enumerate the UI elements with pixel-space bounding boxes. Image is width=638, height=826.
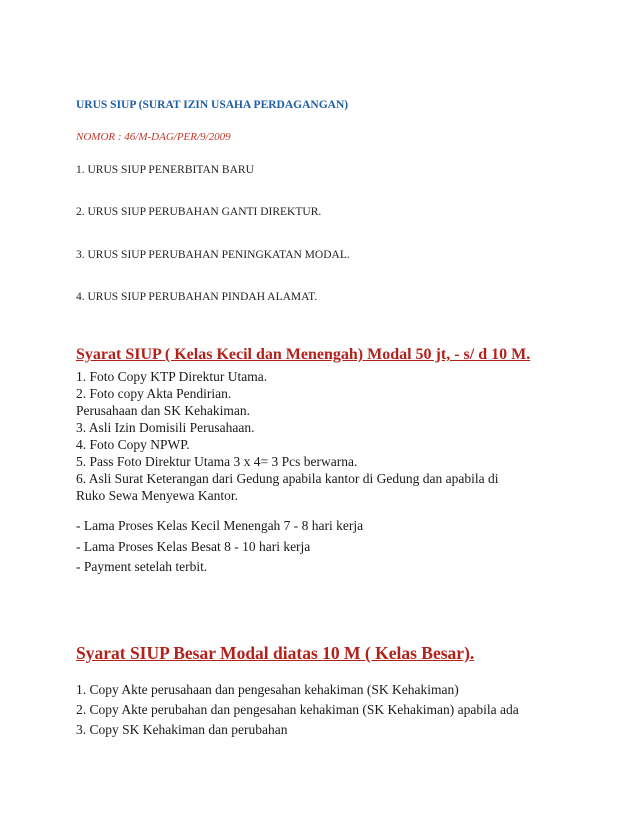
large-requirement-line-2: 2. Copy Akte perubahan dan pengesahan kehakiman (SK Kehakiman) apabila ada	[76, 702, 519, 717]
requirement-line-3: Perusahaan dan SK Kehakiman.	[76, 403, 250, 418]
service-item-2: 2. URUS SIUP PERUBAHAN GANTI DIREKTUR.	[76, 206, 322, 218]
process-note-2: - Lama Proses Kelas Besat 8 - 10 hari kerja	[76, 539, 311, 554]
section-large-title: Syarat SIUP Besar Modal diatas 10 M ( Kelas Besar).	[76, 643, 475, 663]
document-title: URUS SIUP (SURAT IZIN USAHA PERDAGANGAN)	[76, 99, 349, 111]
process-note-3: - Payment setelah terbit.	[76, 559, 208, 574]
service-item-3: 3. URUS SIUP PERUBAHAN PENINGKATAN MODAL.	[76, 249, 350, 261]
service-item-4: 4. URUS SIUP PERUBAHAN PINDAH ALAMAT.	[76, 291, 318, 303]
requirement-line-5: 4. Foto Copy NPWP.	[76, 437, 190, 452]
requirement-line-1: 1. Foto Copy KTP Direktur Utama.	[76, 369, 268, 384]
service-item-1: 1. URUS SIUP PENERBITAN BARU	[76, 164, 254, 176]
requirement-line-8: Ruko Sewa Menyewa Kantor.	[76, 488, 238, 503]
requirement-line-2: 2. Foto copy Akta Pendirian.	[76, 386, 232, 401]
requirement-line-4: 3. Asli Izin Domisili Perusahaan.	[76, 420, 255, 435]
requirement-line-6: 5. Pass Foto Direktur Utama 3 x 4= 3 Pcs berwarna.	[76, 454, 358, 469]
section-small-medium-title: Syarat SIUP ( Kelas Kecil dan Menengah) Modal 50 jt, - s/ d 10 M.	[76, 346, 531, 363]
large-requirement-line-3: 3. Copy SK Kehakiman dan perubahan	[76, 722, 288, 737]
process-note-1: - Lama Proses Kelas Kecil Menengah 7 - 8 hari kerja	[76, 518, 364, 533]
large-requirement-line-1: 1. Copy Akte perusahaan dan pengesahan kehakiman (SK Kehakiman)	[76, 682, 459, 697]
requirement-line-7: 6. Asli Surat Keterangan dari Gedung apabila kantor di Gedung dan apabila di	[76, 471, 499, 486]
regulation-number: NOMOR : 46/M-DAG/PER/9/2009	[76, 131, 231, 143]
